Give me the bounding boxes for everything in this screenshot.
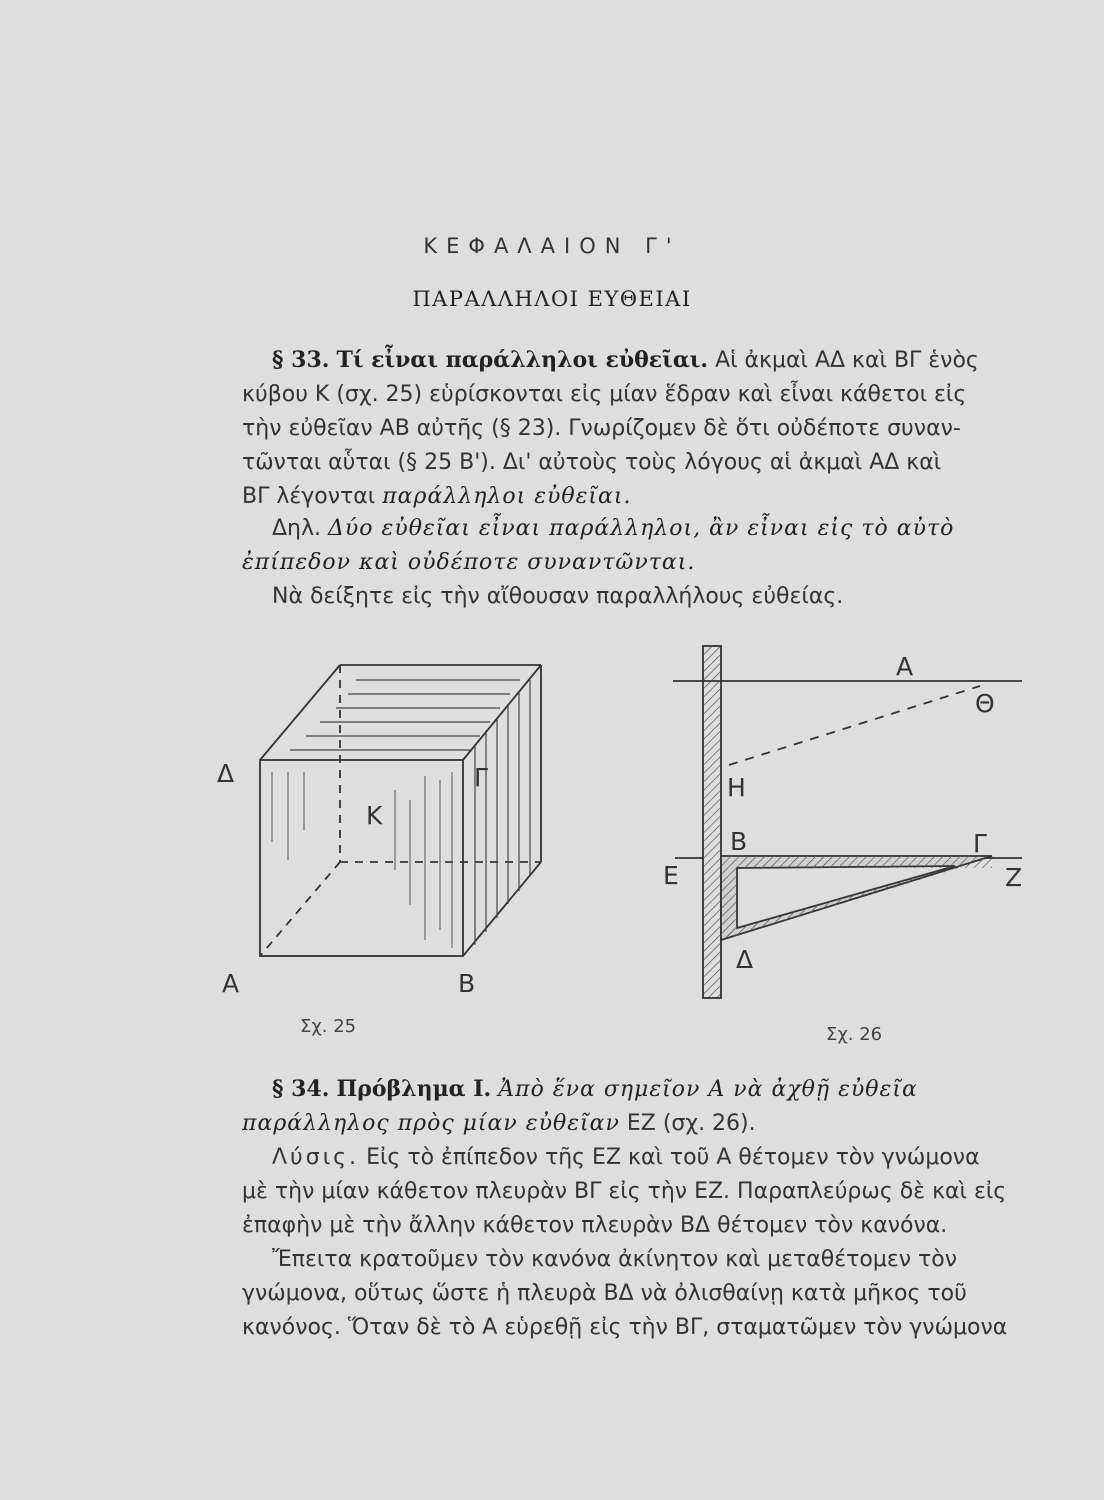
label-alpha: Α [222, 969, 240, 998]
label-beta: Β [730, 827, 748, 856]
text-line: κύβου Κ (σχ. 25) εὑρίσκονται εἰς μίαν ἕδραν καὶ εἶναι κάθετοι εἰς [242, 382, 967, 407]
chapter-heading: ΚΕΦΑΛΑΙΟΝ Γ' [423, 234, 681, 258]
cube-edge-top-left [260, 665, 340, 760]
text-line: τῶνται αὗται (§ 25 Β'). Δι' αὐτοὺς τοὺς λόγους αἱ ἀκμαὶ ΑΔ καὶ [242, 450, 942, 475]
cube-front-face [260, 760, 463, 956]
section-title: ΠΑΡΑΛΛΗΛΟΙ ΕΥΘΕΙΑΙ [412, 287, 692, 311]
figure-26-caption: Σχ. 26 [826, 1024, 883, 1045]
label-eta: Η [727, 773, 746, 802]
cube-labels [217, 759, 488, 998]
section-heading: Πρόβλημα Ι. [336, 1076, 492, 1102]
hidden-edge-diagonal [260, 862, 340, 956]
section-number: § 34. [272, 1076, 330, 1102]
label-epsilon: Ε [663, 861, 679, 890]
definition-text: Δύο εὐθεῖαι εἶναι παράλληλοι, ἂν εἶναι εἰς τὸ αὐτὸ [328, 516, 955, 541]
cube-edge-top-right [463, 665, 541, 760]
label-zeta: Ζ [1005, 863, 1023, 892]
figure-25-caption: Σχ. 25 [300, 1016, 357, 1037]
label-delta: Δ [736, 945, 754, 974]
text-line: Ἔπειτα κρατοῦμεν τὸν κανόνα ἀκίνητον καὶ μεταθέτομεν τὸν [272, 1247, 958, 1272]
section-heading: Τί εἶναι παράλληλοι εὐθεῖαι. [336, 347, 709, 373]
text-line: μὲ τὴν μίαν κάθετον πλευρὰν ΒΓ εἰς τὴν ΕΖ. Παραπλεύρως δὲ καὶ εἰς [242, 1179, 1007, 1204]
emphasis-term: παράλληλοι εὐθεῖαι. [382, 484, 632, 509]
problem-statement: παράλληλος πρὸς μίαν εὐθεῖαν [242, 1111, 620, 1136]
text-line: ἐπαφὴν μὲ τὴν ἄλλην κάθετον πλευρὰν ΒΔ θέτομεν τὸν κανόνα. [242, 1213, 948, 1238]
text-line: γνώμονα, οὕτως ὥστε ἡ πλευρὰ ΒΔ νὰ ὀλισθαίνῃ κατὰ μῆκος τοῦ [242, 1281, 967, 1306]
cube-figure [260, 665, 541, 956]
section-number: § 33. [272, 347, 330, 373]
label-beta: Β [458, 969, 476, 998]
text-line: τὴν εὐθεῖαν ΑΒ αὐτῆς (§ 23). Γνωρίζομεν δὲ ὅτι οὐδέποτε συναν- [242, 416, 961, 441]
solution-label: Λύσις. [272, 1145, 360, 1170]
text-line: ΒΓ λέγονται [242, 484, 376, 509]
paragraph-34 [242, 1072, 1050, 1345]
definition-prefix: Δηλ. [272, 516, 322, 541]
text-line: κανόνος. Ὅταν δὲ τὸ Α εὑρεθῇ εἰς τὴν ΒΓ, σταματῶμεν τὸν γνώμονα [242, 1315, 1008, 1340]
exercise-text: Νὰ δείξητε εἰς τὴν αἴθουσαν παραλλήλους εὐθείας. [272, 584, 844, 609]
construction-figure [673, 646, 1022, 998]
text-line: Εἰς τὸ ἐπίπεδον τῆς ΕΖ καὶ τοῦ Α θέτομεν τὸν γνώμονα [366, 1145, 980, 1170]
label-theta: Θ [975, 689, 995, 718]
label-gamma: Γ [474, 763, 488, 792]
text-line: ΕΖ (σχ. 26). [626, 1111, 756, 1136]
label-gamma: Γ [973, 829, 987, 858]
right-face-shading [475, 680, 530, 945]
text-line: Αἱ ἀκμαὶ ΑΔ καὶ ΒΓ ἑνὸς [715, 348, 979, 373]
ruler-bar [703, 646, 721, 998]
set-square-side-hatch [721, 868, 737, 936]
label-delta: Δ [217, 759, 235, 788]
dashed-guide-line [729, 686, 980, 765]
definition-text: ἐπίπεδον καὶ οὐδέποτε συναντῶνται. [242, 550, 696, 575]
set-square-top-hatch [721, 856, 992, 868]
front-face-shading [272, 772, 452, 948]
label-kappa: Κ [366, 801, 383, 830]
label-alpha: Α [896, 652, 914, 681]
problem-statement: Ἀπὸ ἕνα σημεῖον Α νὰ ἀχθῇ εὐθεῖα [498, 1077, 918, 1102]
